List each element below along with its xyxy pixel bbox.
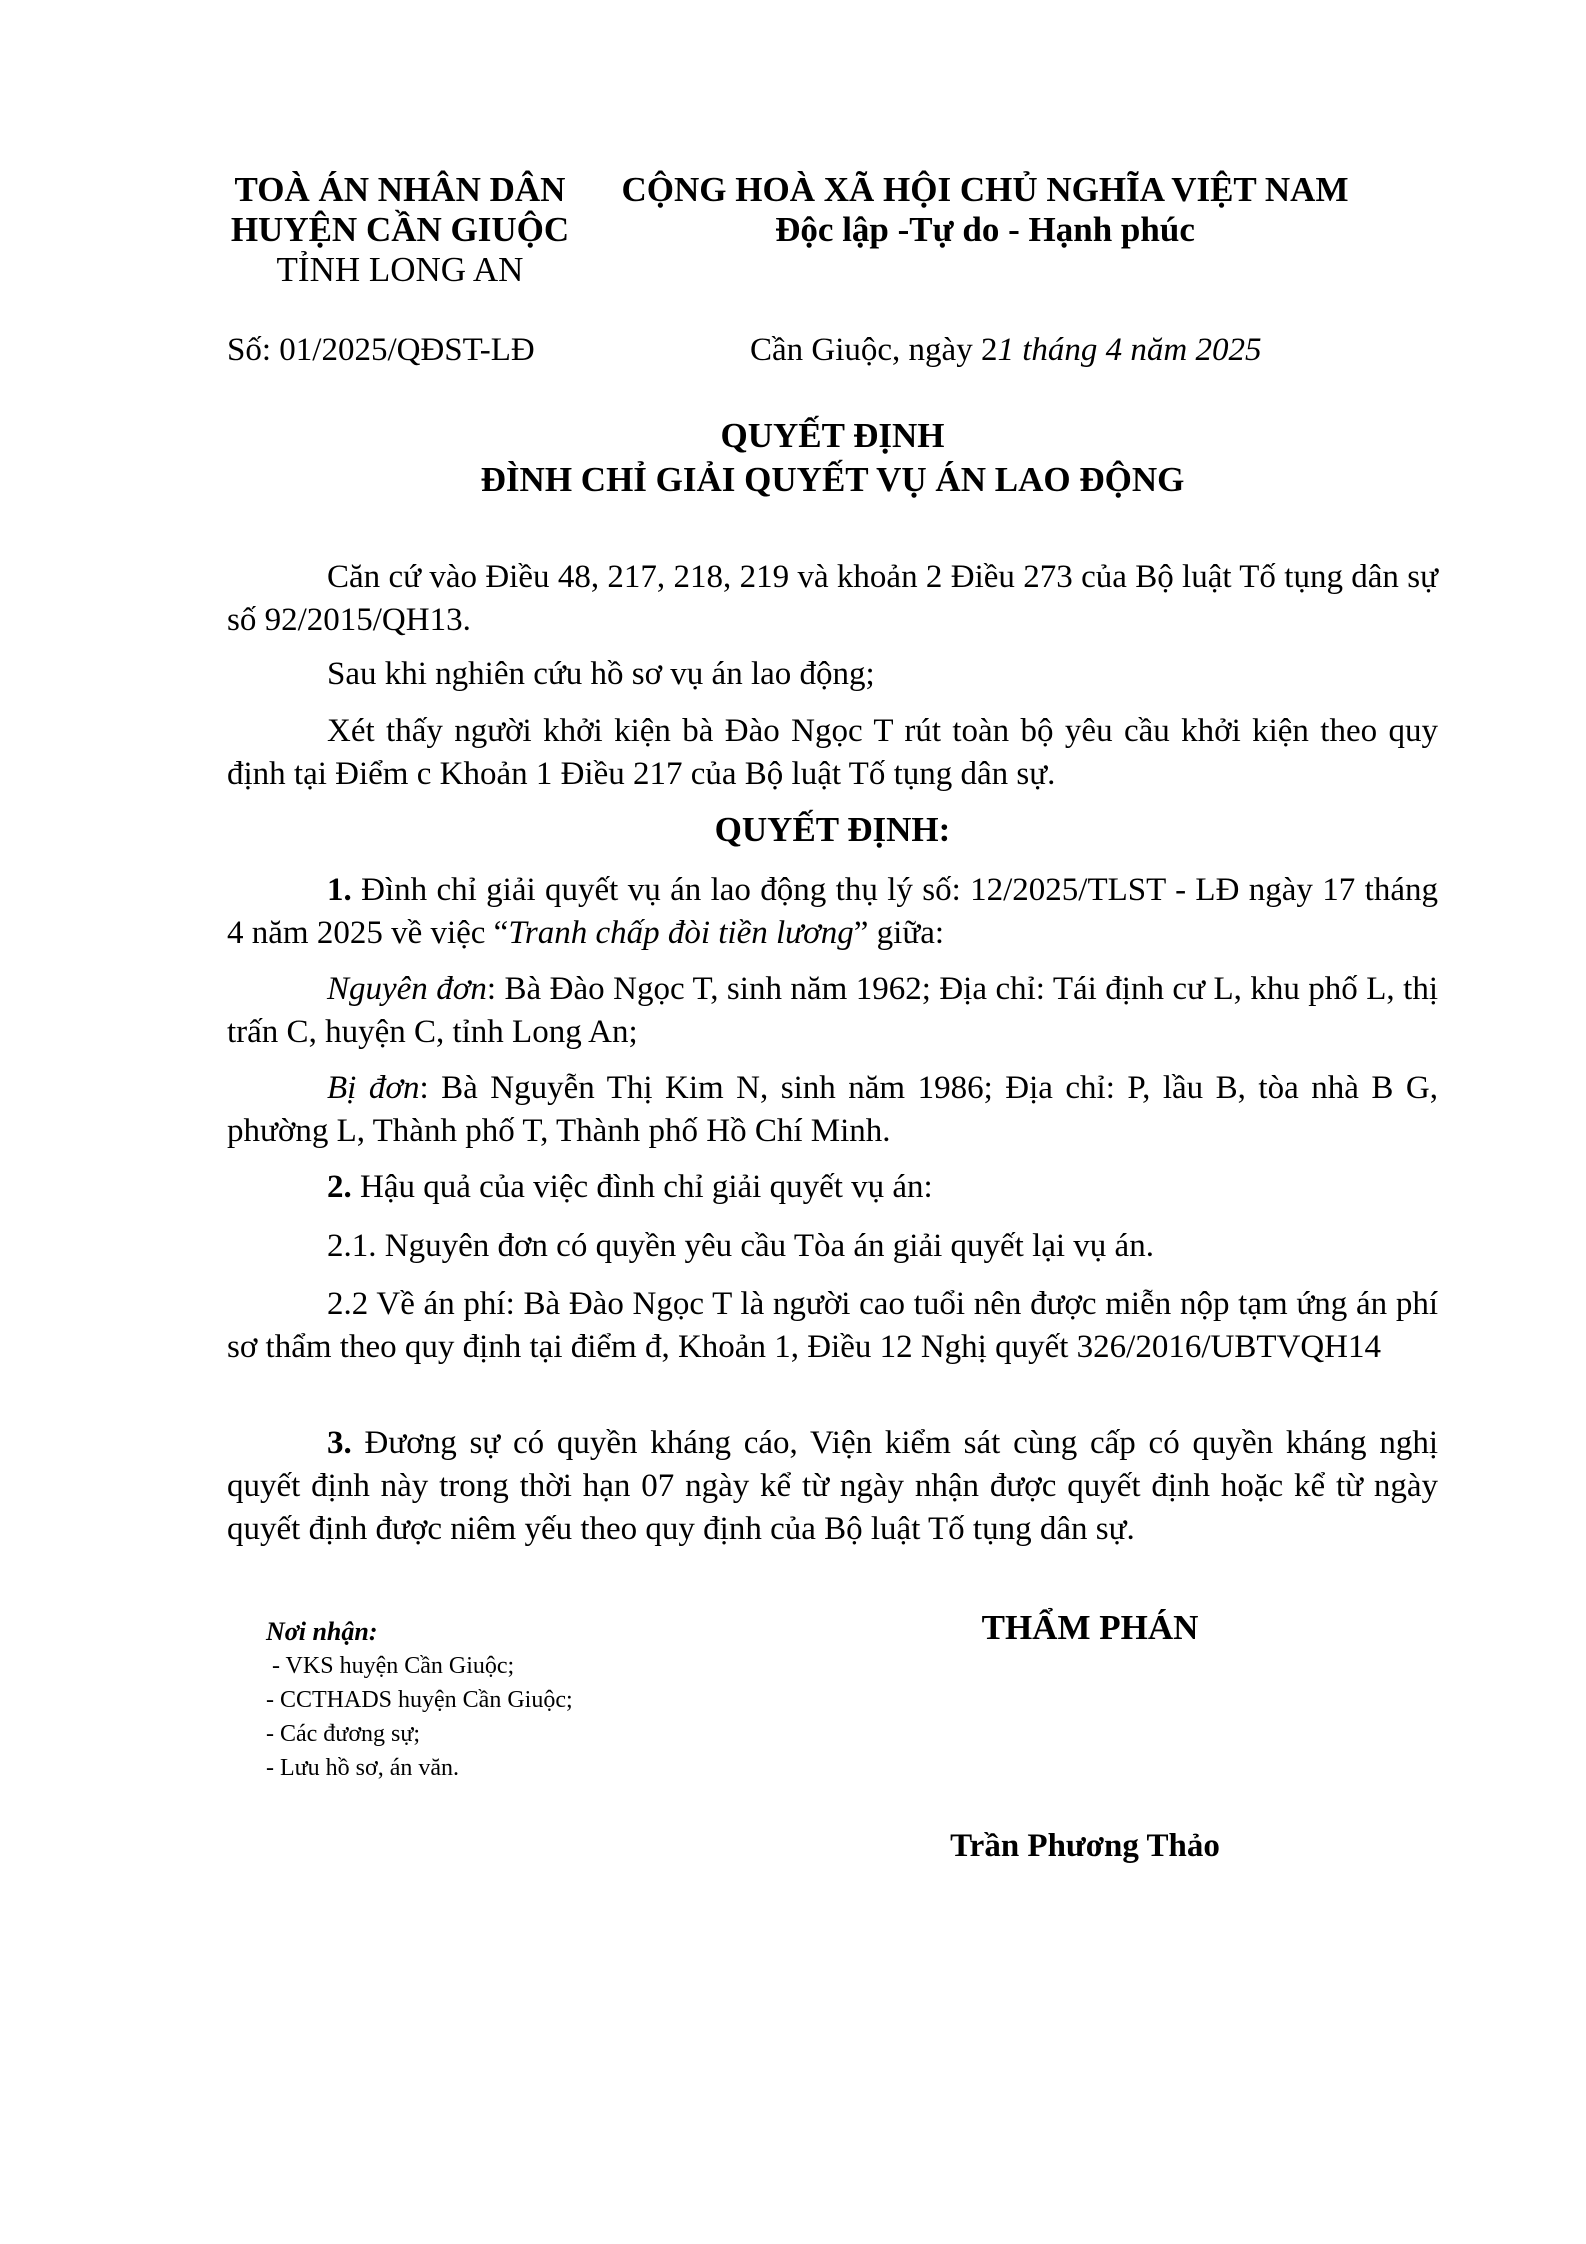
- decision-item-3: [227, 1422, 1438, 1551]
- decision-heading: QUYẾT ĐỊNH:: [714, 810, 951, 849]
- plaintiff-text: : Bà Đào Ngọc T, sinh năm 1962; Địa chỉ: Tái định cư L, khu phố L, thị trấn C, huyện C, tỉnh Long An;: [227, 971, 1438, 1050]
- recipient-item: - Các đương sự;: [266, 1721, 421, 1747]
- review-paragraph: Sau khi nghiên cứu hồ sơ vụ án lao động;: [327, 656, 875, 692]
- defendant-text: : Bà Nguyễn Thị Kim N, sinh năm 1986; Địa chỉ: P, lầu B, tòa nhà B G, phường L, Thành phố T, Thành phố Hồ Chí Minh.: [227, 1070, 1438, 1149]
- plaintiff-paragraph: [227, 968, 1438, 1054]
- decision-1-dispute: Tranh chấp đòi tiền lương: [508, 915, 854, 951]
- decision-2-text: Hậu quả của việc đình chỉ giải quyết vụ án:: [351, 1169, 933, 1205]
- document-title: [227, 414, 1438, 502]
- decision-item-2-1: 2.1. Nguyên đơn có quyền yêu cầu Tòa án giải quyết lại vụ án.: [327, 1228, 1154, 1264]
- title-line-2: ĐÌNH CHỈ GIẢI QUYẾT VỤ ÁN LAO ĐỘNG: [480, 460, 1185, 499]
- decision-1-number: 1.: [327, 872, 352, 908]
- court-line-1: TOÀ ÁN NHÂN DÂN: [234, 170, 566, 209]
- decision-item-2: [227, 1166, 1438, 1209]
- decision-3-text: Đương sự có quyền kháng cáo, Viện kiểm sát cùng cấp có quyền kháng nghị quyết định này trong thời hạn 07 ngày kể từ ngày nhận được quyết định hoặc kể từ ngày quyết định được niêm yếu theo quy định của Bộ luật Tố tụng dân sự.: [227, 1425, 1438, 1547]
- defendant-label: Bị đơn: [327, 1070, 420, 1106]
- legal-basis-paragraph: Căn cứ vào Điều 48, 217, 218, 219 và khoản 2 Điều 273 của Bộ luật Tố tụng dân sự số 92/2015/QH13.: [227, 559, 1438, 638]
- decision-1-text-b: ” giữa:: [853, 915, 945, 951]
- signature-role: THẨM PHÁN: [981, 1608, 1199, 1647]
- decision-item-1: [227, 869, 1438, 955]
- document-number: Số: 01/2025/QĐST-LĐ: [227, 332, 535, 368]
- recipient-item: - Lưu hồ sơ, án văn.: [266, 1755, 459, 1781]
- signer-name: Trần Phương Thảo: [950, 1828, 1220, 1864]
- place-date-prefix: Cần Giuộc, ngày 2: [750, 332, 998, 368]
- recipient-item: - VKS huyện Cần Giuộc;: [266, 1653, 515, 1679]
- court-name: [210, 170, 590, 250]
- decision-item-2-2: 2.2 Về án phí: Bà Đào Ngọc T là người cao tuổi nên được miễn nộp tạm ứng án phí sơ thẩm theo quy định tại điểm đ, Khoản 1, Điều 12 Nghị quyết 326/2016/UBTVQH14: [227, 1286, 1438, 1365]
- recipient-item: - CCTHADS huyện Cần Giuộc;: [266, 1687, 573, 1713]
- decision-1-text-a: Đình chỉ giải quyết vụ án lao động thụ lý số: 12/2025/TLST - LĐ ngày 17 tháng 4 năm 2025 về việc “: [227, 872, 1438, 951]
- plaintiff-label: Nguyên đơn: [327, 971, 487, 1007]
- decision-2-number: 2.: [327, 1169, 352, 1205]
- place-date-italic: 1 tháng 4 năm 2025: [997, 332, 1262, 368]
- decision-3-number: 3.: [327, 1425, 352, 1461]
- court-line-2: HUYỆN CẦN GIUỘC: [230, 210, 570, 249]
- court-province: TỈNH LONG AN: [276, 250, 524, 289]
- title-line-1: QUYẾT ĐỊNH: [720, 416, 945, 455]
- finding-paragraph: Xét thấy người khởi kiện bà Đào Ngọc T rút toàn bộ yêu cầu khởi kiện theo quy định tại Điểm c Khoản 1 Điều 217 của Bộ luật Tố tụng dân sự.: [227, 713, 1438, 792]
- national-motto: [590, 170, 1380, 250]
- nation-name: CỘNG HOÀ XÃ HỘI CHỦ NGHĨA VIỆT NAM: [621, 170, 1349, 209]
- nation-slogan: Độc lập -Tự do - Hạnh phúc: [775, 210, 1195, 249]
- defendant-paragraph: [227, 1067, 1438, 1153]
- recipients-heading: Nơi nhận:: [266, 1617, 378, 1646]
- recipients-block: [266, 1615, 573, 1785]
- place-date: [750, 332, 1261, 369]
